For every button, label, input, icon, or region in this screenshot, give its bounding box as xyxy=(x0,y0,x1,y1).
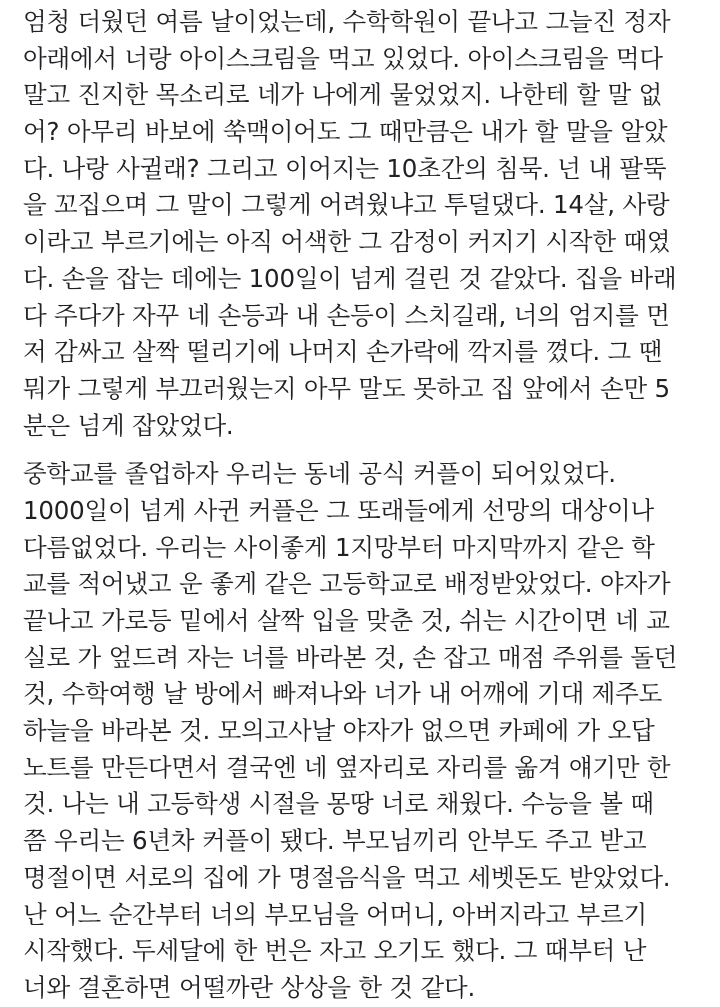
text-line: 을 꼬집으며 그 말이 그렇게 어려웠냐고 투덜댔다. 14살, 사랑 xyxy=(23,190,670,220)
text-line: 이라고 부르기에는 아직 어색한 그 감정이 커지기 시작한 때였 xyxy=(23,227,671,257)
text-line: 끝나고 가로등 밑에서 살짝 입을 맞춘 것, 쉬는 시간이면 네 교 xyxy=(23,606,670,635)
text-line: 것. 나는 내 고등학생 시절을 몽땅 너로 채웠다. 수능을 볼 때 xyxy=(23,789,654,819)
text-line: 어? 아무리 바보에 쑥맥이어도 그 때만큼은 내가 할 말을 알았 xyxy=(23,117,668,147)
text-line: 하늘을 바라본 것. 모의고사날 야자가 없으면 카페에 가 오답 xyxy=(23,716,655,746)
text-line: 뭐가 그렇게 부끄러웠는지 아무 말도 못하고 집 앞에서 손만 5 xyxy=(23,373,670,403)
paragraph-spacer xyxy=(23,444,706,456)
text-line: 엄청 더웠던 여름 날이었는데, 수학학원이 끝나고 그늘진 정자 xyxy=(23,7,671,36)
text-line: 것, 수학여행 날 방에서 빠져나와 너가 내 어깨에 기대 제주도 xyxy=(23,679,663,709)
text-line: 시작했다. 두세달에 한 번은 자고 오기도 했다. 그 때부터 난 xyxy=(23,936,647,966)
text-line: 교를 적어냈고 운 좋게 같은 고등학교로 배정받았었다. 야자가 xyxy=(23,569,671,599)
text-line: 노트를 만든다면서 결국엔 네 옆자리로 자리를 옮겨 얘기만 한 xyxy=(23,752,671,782)
text-line: 아래에서 너랑 아이스크림을 먹고 있었다. 아이스크림을 먹다 xyxy=(23,43,663,73)
text-line: 실로 가 엎드려 자는 너를 바라본 것, 손 잡고 매점 주위를 돌던 xyxy=(23,642,678,672)
paragraph-1 xyxy=(23,4,706,444)
text-line: 저 감싸고 살짝 떨리기에 나머지 손가락에 깍지를 꼈다. 그 땐 xyxy=(23,337,663,367)
text-line: 말고 진지한 목소리로 네가 나에게 물었었지. 나한테 할 말 없 xyxy=(23,80,663,110)
text-line: 다 주다가 자꾸 네 손등과 내 손등이 스치길래, 너의 엄지를 먼 xyxy=(23,300,670,330)
text-line: 쯤 우리는 6년차 커플이 됐다. 부모님끼리 안부도 주고 받고 xyxy=(23,826,647,856)
text-line: 난 어느 순간부터 너의 부모님을 어머니, 아버지라고 부르기 xyxy=(23,899,647,929)
text-line: 1000일이 넘게 사귄 커플은 그 또래들에게 선망의 대상이나 xyxy=(23,495,654,525)
text-line: 다름없었다. 우리는 사이좋게 1지망부터 마지막까지 같은 학 xyxy=(23,532,655,562)
text-line: 너와 결혼하면 어떨까란 상상을 한 것 같다. xyxy=(23,972,476,1002)
paragraph-2 xyxy=(23,456,706,1006)
text-line: 다. 손을 잡는 데에는 100일이 넘게 걸린 것 같았다. 집을 바래 xyxy=(23,263,677,293)
text-line: 분은 넘게 잡았었다. xyxy=(23,410,234,440)
text-line: 명절이면 서로의 집에 가 명절음식을 먹고 세벳돈도 받았었다. xyxy=(23,862,671,892)
text-line: 다. 나랑 사귈래? 그리고 이어지는 10초간의 침묵. 넌 내 팔뚝 xyxy=(23,153,667,183)
text-line: 중학교를 졸업하자 우리는 동네 공식 커플이 되어있었다. xyxy=(23,459,616,489)
